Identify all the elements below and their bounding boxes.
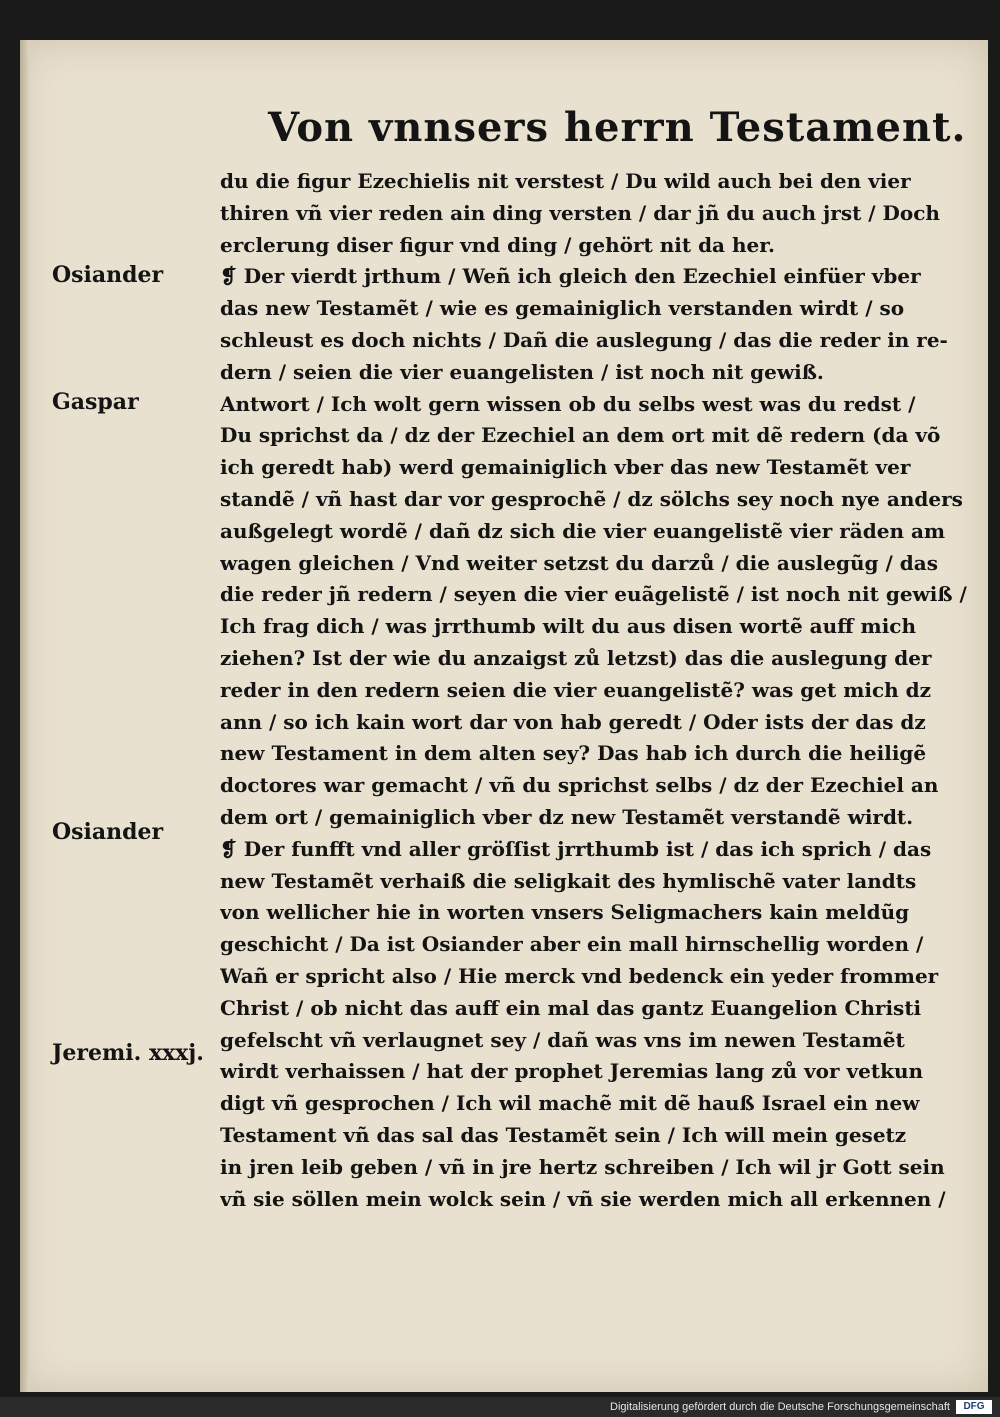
text-line: digt vñ gesprochen / Ich wil machẽ mit dẽ hauß Israel ein new	[220, 1091, 920, 1116]
text-line: ann / so ich kain wort dar von hab geredt / Oder ists der das dz	[220, 709, 926, 734]
text-line: wagen gleichen / Vnd weiter setzst du darzů / die auslegũg / das	[220, 550, 938, 575]
footer-credit: Digitalisierung gefördert durch die Deutsche Forschungsgemeinschaft	[610, 1401, 950, 1413]
dfg-logo: DFG	[956, 1400, 992, 1414]
text-line: vñ sie söllen mein wolck sein / vñ sie werden mich all erkennen /	[220, 1186, 946, 1211]
text-line: Testament vñ das sal das Testamẽt sein / Ich will mein gesetz	[220, 1122, 907, 1147]
text-line: ❡ Der funfft vnd aller gröſſist jrrthumb ist / das ich sprich / das	[220, 836, 932, 861]
text-line: ich geredt hab) werd gemainiglich vber das new Testamẽt ver	[220, 455, 911, 480]
text-line: reder in den redern seien die vier euangelistẽ? was get mich dz	[220, 677, 931, 702]
text-line: erclerung diser figur vnd ding / gehört nit da her.	[220, 232, 775, 257]
text-line: dern / seien die vier euangelisten / ist noch nit gewiß.	[220, 359, 824, 384]
text-line: außgelegt wordẽ / dañ dz sich die vier euangelistẽ vier räden am	[220, 518, 946, 543]
margin-note: Jeremi. xxxj.	[52, 1040, 204, 1066]
text-line: new Testamẽt verhaiß die seligkait des hymlischẽ vater landts	[220, 868, 917, 893]
margin-note: Osiander	[52, 262, 164, 288]
text-line: Christ / ob nicht das auff ein mal das gantz Euangelion Christi	[220, 995, 922, 1020]
text-line: das new Testamẽt / wie es gemainiglich verstanden wirdt / so	[220, 296, 905, 321]
text-line: Wañ er spricht also / Hie merck vnd bedenck ein yeder frommer	[220, 963, 939, 988]
text-line: ziehen? Ist der wie du anzaigst zů letzst) das die auslegung der	[220, 645, 932, 670]
text-line: Du sprichst da / dz der Ezechiel an dem ort mit dẽ redern (da võ	[220, 423, 941, 448]
margin-note: Osiander	[52, 819, 164, 845]
text-line: die reder jñ redern / seyen die vier euãgelistẽ / ist noch nit gewiß /	[220, 582, 967, 607]
text-line: standẽ / vñ hast dar vor gesprochẽ / dz sölchs sey noch nye anders	[220, 486, 963, 511]
page-edge	[20, 40, 30, 1392]
margin-note: Gaspar	[52, 389, 139, 415]
text-line: in jren leib geben / vñ in jre hertz schreiben / Ich wil jr Gott sein	[220, 1154, 945, 1179]
text-line: dem ort / gemainiglich vber dz new Testamẽt verstandẽ wirdt.	[220, 804, 914, 829]
text-line: Ich frag dich / was jrrthumb wilt du aus disen wortẽ auff mich	[220, 614, 917, 639]
body-text	[220, 166, 970, 1215]
text-line: ❡ Der vierdt jrthum / Weñ ich gleich den Ezechiel einfüer vber	[220, 264, 921, 289]
text-line: gefelscht vñ verlaugnet sey / dañ was vns im newen Testamẽt	[220, 1027, 905, 1052]
text-line: new Testament in dem alten sey? Das hab ich durch die heiligẽ	[220, 741, 927, 766]
text-line: von wellicher hie in worten vnsers Seligmachers kain meldũg	[220, 900, 910, 925]
text-line: Antwort / Ich wolt gern wissen ob du selbs west was du redst /	[220, 391, 916, 416]
text-line: geschicht / Da ist Osiander aber ein mall hirnschellig worden /	[220, 932, 924, 957]
text-line: thiren vñ vier reden ain ding versten / dar jñ du auch jrst / Doch	[220, 200, 940, 225]
text-line: wirdt verhaissen / hat der prophet Jeremias lang zů vor vetkun	[220, 1059, 924, 1084]
text-line: du die figur Ezechielis nit verstest / Du wild auch bei den vier	[220, 169, 911, 193]
page-title: Von vnnsers herrn Testament.	[268, 104, 967, 151]
text-line: doctores war gemacht / vñ du sprichst selbs / dz der Ezechiel an	[220, 773, 939, 798]
text-line: schleust es doch nichts / Dañ die auslegung / das die reder in re-	[220, 327, 948, 352]
